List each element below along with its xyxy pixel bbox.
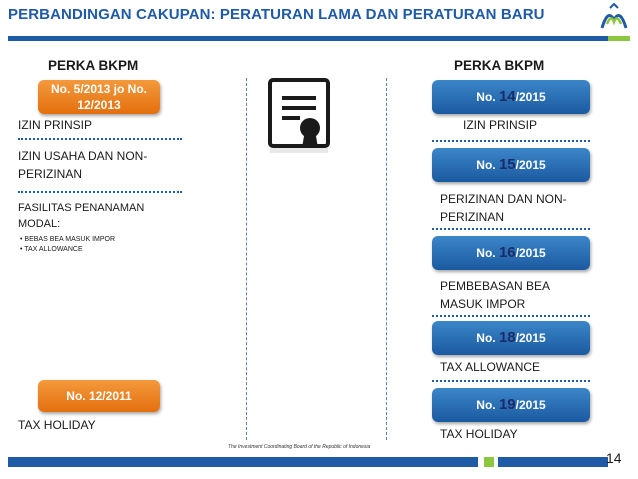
badge-prefix: No. <box>476 398 499 412</box>
badge-suffix: /2015 <box>515 158 546 172</box>
badge-prefix: No. <box>476 331 499 345</box>
right-item-perizinan: PERIZINAN DAN NON-PERIZINAN <box>440 192 567 224</box>
tax-holiday-regulation-badge <box>38 380 160 412</box>
badge-suffix: /2015 <box>515 90 546 104</box>
left-item-izin-prinsip: IZIN PRINSIP <box>18 118 93 132</box>
tax-holiday-regulation-label: No. 12/2011 <box>66 389 132 403</box>
badge-prefix: No. <box>476 158 499 172</box>
divider <box>18 191 182 193</box>
footer-text: The Investment Coordinating Board of the Republic of Indonesia <box>228 444 371 450</box>
regulation-18-badge <box>432 321 590 355</box>
badge-prefix: No. <box>476 246 499 260</box>
divider <box>432 315 590 317</box>
left-item-tax-holiday: TAX HOLIDAY <box>18 418 96 432</box>
bullet-label: TAX ALLOWANCE <box>24 246 83 253</box>
badge-number: 16 <box>498 244 516 261</box>
regulation-19-badge <box>432 388 590 422</box>
divider <box>18 138 182 140</box>
right-item-izin-prinsip: IZIN PRINSIP <box>463 118 538 132</box>
header-divider <box>8 36 608 41</box>
badge-number: 14 <box>498 88 516 105</box>
badge-suffix: /2015 <box>515 398 546 412</box>
badge-number: 15 <box>498 156 516 173</box>
badge-prefix: No. <box>476 90 499 104</box>
badge-suffix: /2015 <box>515 246 546 260</box>
left-item-fasilitas: FASILITAS PENANAMAN MODAL: <box>18 202 145 230</box>
bullet-item: • BEBAS BEA MASUK IMPOR <box>20 236 116 243</box>
divider <box>432 140 590 142</box>
bkpm-logo-icon <box>598 2 630 34</box>
badge-suffix: /2015 <box>515 331 546 345</box>
page-number: 14 <box>606 450 622 466</box>
divider <box>432 228 590 230</box>
regulation-14-badge <box>432 80 590 114</box>
right-item-tax-holiday: TAX HOLIDAY <box>440 427 518 441</box>
old-regulation-badge <box>38 80 160 114</box>
badge-number: 18 <box>498 329 516 346</box>
footer-bar-right <box>498 457 608 467</box>
column-separator <box>246 78 247 440</box>
bullet-label: BEBAS BEA MASUK IMPOR <box>24 236 116 243</box>
old-regulation-label: No. 5/2013 jo No. 12/2013 <box>50 82 148 112</box>
column-separator <box>386 78 387 440</box>
certificate-icon <box>266 76 332 156</box>
regulation-16-badge <box>432 236 590 270</box>
right-item-tax-allowance: TAX ALLOWANCE <box>440 360 541 374</box>
right-item-pembebasan: PEMBEBASAN BEA MASUK IMPOR <box>440 279 550 311</box>
bullet-item: • TAX ALLOWANCE <box>20 246 83 253</box>
footer-accent <box>484 457 494 467</box>
left-item-izin-usaha: IZIN USAHA DAN NON-PERIZINAN <box>18 149 148 181</box>
header-accent <box>608 36 630 41</box>
page-title: PERBANDINGAN CAKUPAN: PERATURAN LAMA DAN PERATURAN BARU <box>8 6 545 23</box>
footer-bar <box>8 457 478 467</box>
right-heading: PERKA BKPM <box>454 58 545 73</box>
left-heading: PERKA BKPM <box>48 58 139 73</box>
badge-number: 19 <box>498 396 516 413</box>
divider <box>432 380 590 382</box>
regulation-15-badge <box>432 148 590 182</box>
